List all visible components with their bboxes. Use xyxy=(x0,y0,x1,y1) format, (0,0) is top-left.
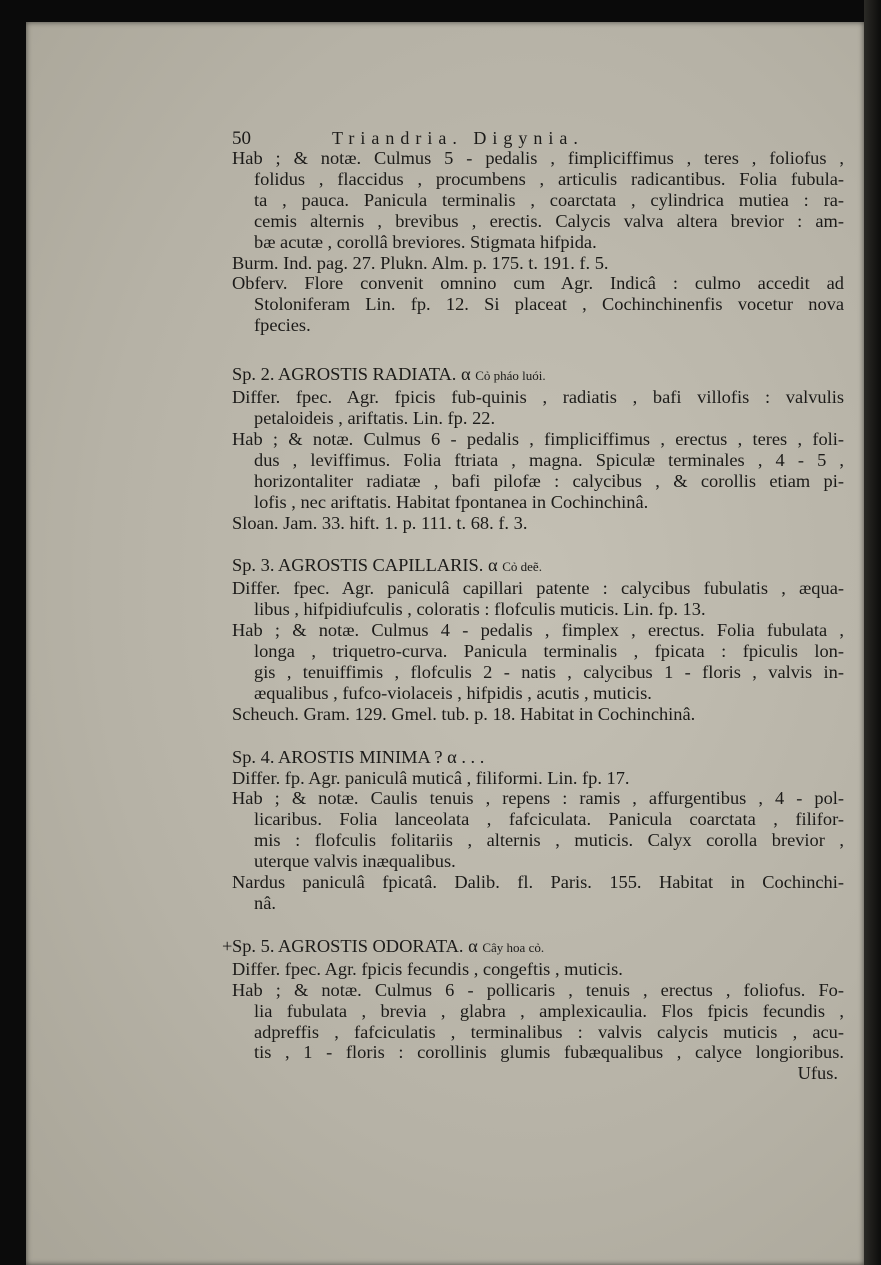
text-line: Hab ; & notæ. Caulis tenuis , repens : ramis , affurgentibus , 4 - pol- xyxy=(232,788,844,809)
text-line: longa , triquetro-curva. Panicula terminalis , fpicata : fpiculis lon- xyxy=(254,641,844,662)
text-line: lofis , nec ariftatis. Habitat fpontanea in Cochinchinâ. xyxy=(254,491,649,512)
text-line: fpecies. xyxy=(254,315,311,336)
text-line: dus , leviffimus. Folia ftriata , magna. Spiculæ terminales , 4 - 5 , xyxy=(254,449,844,470)
text-line: bæ acutæ , corollâ breviores. Stigmata hifpida. xyxy=(254,231,597,252)
text-line: uterque valvis inæqualibus. xyxy=(254,851,456,872)
text-line: adpreffis , fafciculatis , terminalibus : valvis calycis muticis , acu- xyxy=(254,1021,844,1042)
text-line: cemis alternis , brevibus , erectis. Calycis valva altera brevior : am- xyxy=(254,210,844,231)
text-line: gis , tenuiffimis , flofculis 2 - natis , calycibus 1 - floris , valvis in- xyxy=(254,661,844,682)
scan-top-border xyxy=(0,0,881,20)
text-line: petaloideis , ariftatis. Lin. fp. 22. xyxy=(254,407,496,428)
text-line: nâ. xyxy=(254,893,276,913)
text-line: æqualibus , fufco-violaceis , hifpidis , acutis , muticis. xyxy=(254,682,652,703)
text-line: Differ. fpec. Agr. fpicis fub-quinis , radiatis , bafi villofis : valvulis xyxy=(232,387,844,408)
species-title xyxy=(232,555,844,578)
text-line: Scheuch. Gram. 129. Gmel. tub. p. 18. Habitat in Cochinchinâ. xyxy=(232,703,696,724)
vernacular-name: Cỏ pháo luói. xyxy=(475,368,546,384)
page-number: 50 xyxy=(232,128,251,149)
text-line: Burm. Ind. pag. 27. Plukn. Alm. p. 175. t. 191. f. 5. xyxy=(232,252,609,273)
text-line: tis , 1 - floris : corollinis glumis fubæqualibus , calyce longioribus. xyxy=(254,1042,844,1063)
text-line: Hab ; & notæ. Culmus 5 - pedalis , fimpliciffimus , teres , foliofus , xyxy=(232,148,844,168)
text-line: Differ. fp. Agr. paniculâ muticâ , filiformi. Lin. fp. 17. xyxy=(232,767,630,788)
text-line: ta , pauca. Panicula terminalis , coarctata , cylindrica mutiea : ra- xyxy=(254,189,844,210)
species-5 xyxy=(222,935,844,1084)
catchword: Ufus. xyxy=(797,1063,838,1084)
text-line: Hab ; & notæ. Culmus 6 - pedalis , fimpliciffimus , erectus , teres , foli- xyxy=(232,428,844,449)
species-4 xyxy=(232,747,844,914)
text-line: Differ. fpec. Agr. fpicis fecundis , congeftis , muticis. xyxy=(232,958,623,979)
species-3 xyxy=(232,555,844,724)
text-line: licaribus. Folia lanceolata , fafciculata. Panicula coarctata , filifor- xyxy=(254,809,844,830)
text-line: folidus , flaccidus , procumbens , articulis radicantibus. Folia fubula- xyxy=(254,168,844,189)
text-line: horizontaliter radiatæ , bafi pilofæ : calycibus , & corollis etiam pi- xyxy=(254,470,844,491)
species-title xyxy=(222,935,844,959)
block1 xyxy=(232,148,844,336)
text-line: libus , hifpidiufculis , coloratis : flofculis muticis. Lin. fp. 13. xyxy=(254,599,706,620)
species-2 xyxy=(232,364,844,533)
vernacular-name: Cỏ deẽ. xyxy=(502,559,542,575)
margin-mark: + xyxy=(222,935,233,956)
book-gutter xyxy=(864,0,881,1265)
running-head: Triandria. Digynia. xyxy=(332,128,584,148)
text-line: Nardus paniculâ fpicatâ. Dalib. fl. Paris. 155. Habitat in Cochinchi- xyxy=(232,872,844,893)
vernacular-name: Cây hoa cỏ. xyxy=(482,939,545,955)
text-line: Hab ; & notæ. Culmus 4 - pedalis , fimplex , erectus. Folia fubulata , xyxy=(232,620,844,641)
species-title-text: Sp. 2. AGROSTIS RADIATA. α xyxy=(232,364,471,385)
page-text xyxy=(222,128,844,1084)
text-line: mis : flofculis folitariis , alternis , muticis. Calyx corolla brevior , xyxy=(254,830,844,851)
species-title-text: Sp. 3. AGROSTIS CAPILLARIS. α xyxy=(232,555,498,576)
species-title: Sp. 4. AROSTIS MINIMA ? α . . . xyxy=(232,746,485,767)
text-line: Differ. fpec. Agr. paniculâ capillari patente : calycibus fubulatis , æqua- xyxy=(232,578,844,599)
text-line: Stoloniferam Lin. fp. 12. Si placeat , Cochinchinenfis vocetur nova xyxy=(254,294,844,315)
text-line: Sloan. Jam. 33. hift. 1. p. 111. t. 68. f. 3. xyxy=(232,512,528,533)
text-line: Hab ; & notæ. Culmus 6 - pollicaris , tenuis , erectus , foliofus. Fo- xyxy=(232,979,844,1000)
species-title xyxy=(232,364,844,387)
text-line: Obferv. Flore convenit omnino cum Agr. Indicâ : culmo accedit ad xyxy=(232,273,844,294)
page-header xyxy=(232,128,844,148)
text-line: lia fubulata , brevia , glabra , amplexicaulia. Flos fpicis fecundis , xyxy=(254,1000,844,1021)
species-title-text: Sp. 5. AGROSTIS ODORATA. α xyxy=(232,935,478,956)
